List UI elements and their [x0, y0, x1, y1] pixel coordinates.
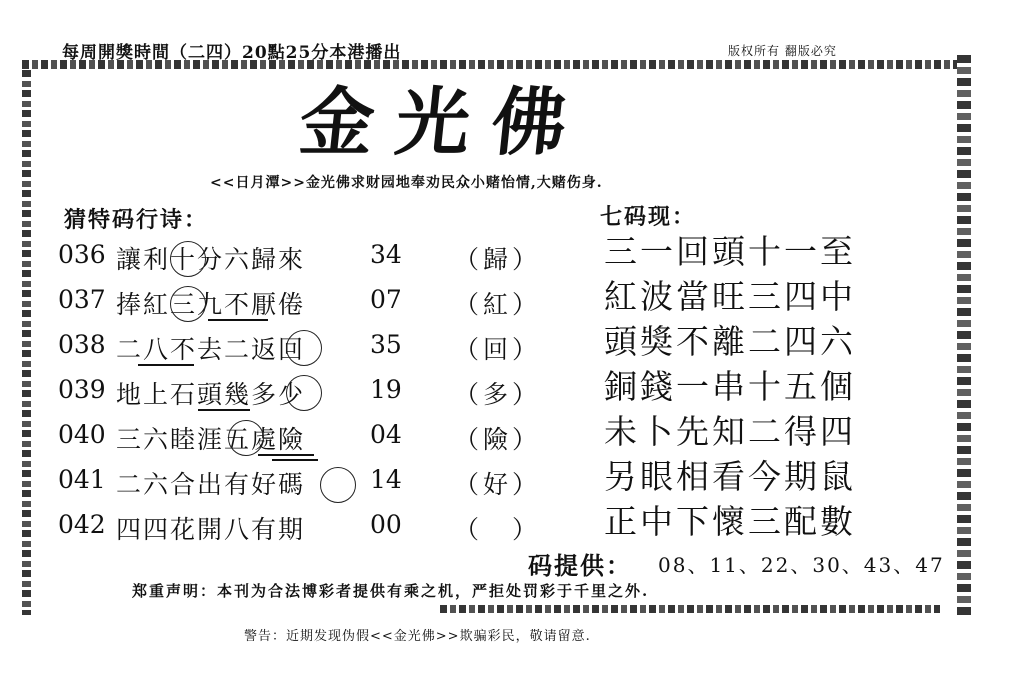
poem-row — [58, 416, 542, 461]
hand-underline-mark — [272, 459, 318, 461]
seven-code-line: 銅錢一串十五個 — [604, 367, 856, 406]
copyright-notice: 版权所有 翻版必究 — [728, 44, 837, 58]
poem-line: 二六合出有好碼 — [116, 470, 306, 499]
poem-number: 07 — [370, 285, 402, 314]
seven-code-list — [604, 232, 856, 547]
hand-circle-mark — [228, 420, 264, 456]
draw-schedule: 每周開獎時間（二四）20點25分本港播出 — [62, 43, 402, 63]
poem-line: 三六睦涯五處險 — [116, 425, 306, 454]
issue-number: 042 — [58, 510, 106, 539]
hand-circle-mark — [170, 286, 206, 322]
border-bottom — [440, 605, 940, 613]
poem-line: 捧紅三九不厭倦 — [116, 290, 306, 319]
issue-number: 038 — [58, 330, 106, 359]
poem-line: 二八不去二返回 — [116, 335, 306, 364]
hand-underline-mark — [138, 364, 194, 366]
disclaimer: 郑重声明：本刊为合法博彩者提供有乘之机，严拒处罚彩于千里之外. — [132, 582, 650, 600]
poem-line: 讓利十分六歸來 — [116, 245, 306, 274]
issue-number: 037 — [58, 285, 106, 314]
issue-number: 040 — [58, 420, 106, 449]
poem-answer: （多） — [454, 380, 542, 409]
page-title: 金光佛 — [295, 80, 593, 166]
poem-answer: （好） — [454, 470, 542, 499]
hand-underline-mark — [258, 454, 314, 456]
border-right — [957, 55, 971, 615]
poem-row — [58, 281, 542, 326]
poem-row — [58, 461, 542, 506]
issue-number: 036 — [58, 240, 106, 269]
warning-notice: 警告：近期发现伪假<<金光佛>>欺骗彩民，敬请留意. — [244, 629, 591, 644]
poem-heading: 猜特码行诗： — [64, 207, 209, 233]
seven-code-line: 紅波當旺三四中 — [604, 277, 856, 316]
code-provided-values: 08、11、22、30、43、47 — [658, 553, 945, 577]
code-provided-label: 码提供： — [528, 551, 632, 580]
poem-line: 四四花開八有期 — [116, 515, 306, 544]
poem-number: 04 — [370, 420, 402, 449]
seven-code-heading: 七码现： — [600, 204, 697, 230]
poem-number: 19 — [370, 375, 402, 404]
hand-circle-mark — [320, 467, 356, 503]
seven-code-line: 三一回頭十一至 — [604, 232, 856, 271]
hand-circle-mark — [286, 330, 322, 366]
poem-number: 35 — [370, 330, 402, 359]
poem-row — [58, 326, 542, 371]
poem-answer: （ ） — [454, 515, 542, 544]
poem-answer: （紅） — [454, 290, 542, 319]
poem-row — [58, 506, 542, 551]
hand-underline-mark — [198, 409, 250, 411]
poem-number: 14 — [370, 465, 402, 494]
poem-answer: （歸） — [454, 245, 542, 274]
seven-code-line: 未卜先知二得四 — [604, 412, 856, 451]
poem-list — [58, 236, 542, 551]
poem-answer: （險） — [454, 425, 542, 454]
poem-row — [58, 236, 542, 281]
poem-line: 地上石頭幾多少 — [116, 380, 306, 409]
hand-circle-mark — [170, 241, 206, 277]
seven-code-line: 正中下懷三配數 — [604, 502, 856, 541]
border-left — [22, 70, 31, 615]
poem-number: 00 — [370, 510, 402, 539]
poem-number: 34 — [370, 240, 402, 269]
poem-row — [58, 371, 542, 416]
slogan: <<日月潭>>金光佛求财园地奉劝民众小赌怡情,大赌伤身. — [210, 175, 603, 191]
seven-code-line: 另眼相看今期鼠 — [604, 457, 856, 496]
hand-underline-mark — [208, 319, 268, 321]
poem-answer: （回） — [454, 335, 542, 364]
seven-code-line: 頭獎不離二四六 — [604, 322, 856, 361]
hand-circle-mark — [286, 375, 322, 411]
issue-number: 041 — [58, 465, 106, 494]
issue-number: 039 — [58, 375, 106, 404]
